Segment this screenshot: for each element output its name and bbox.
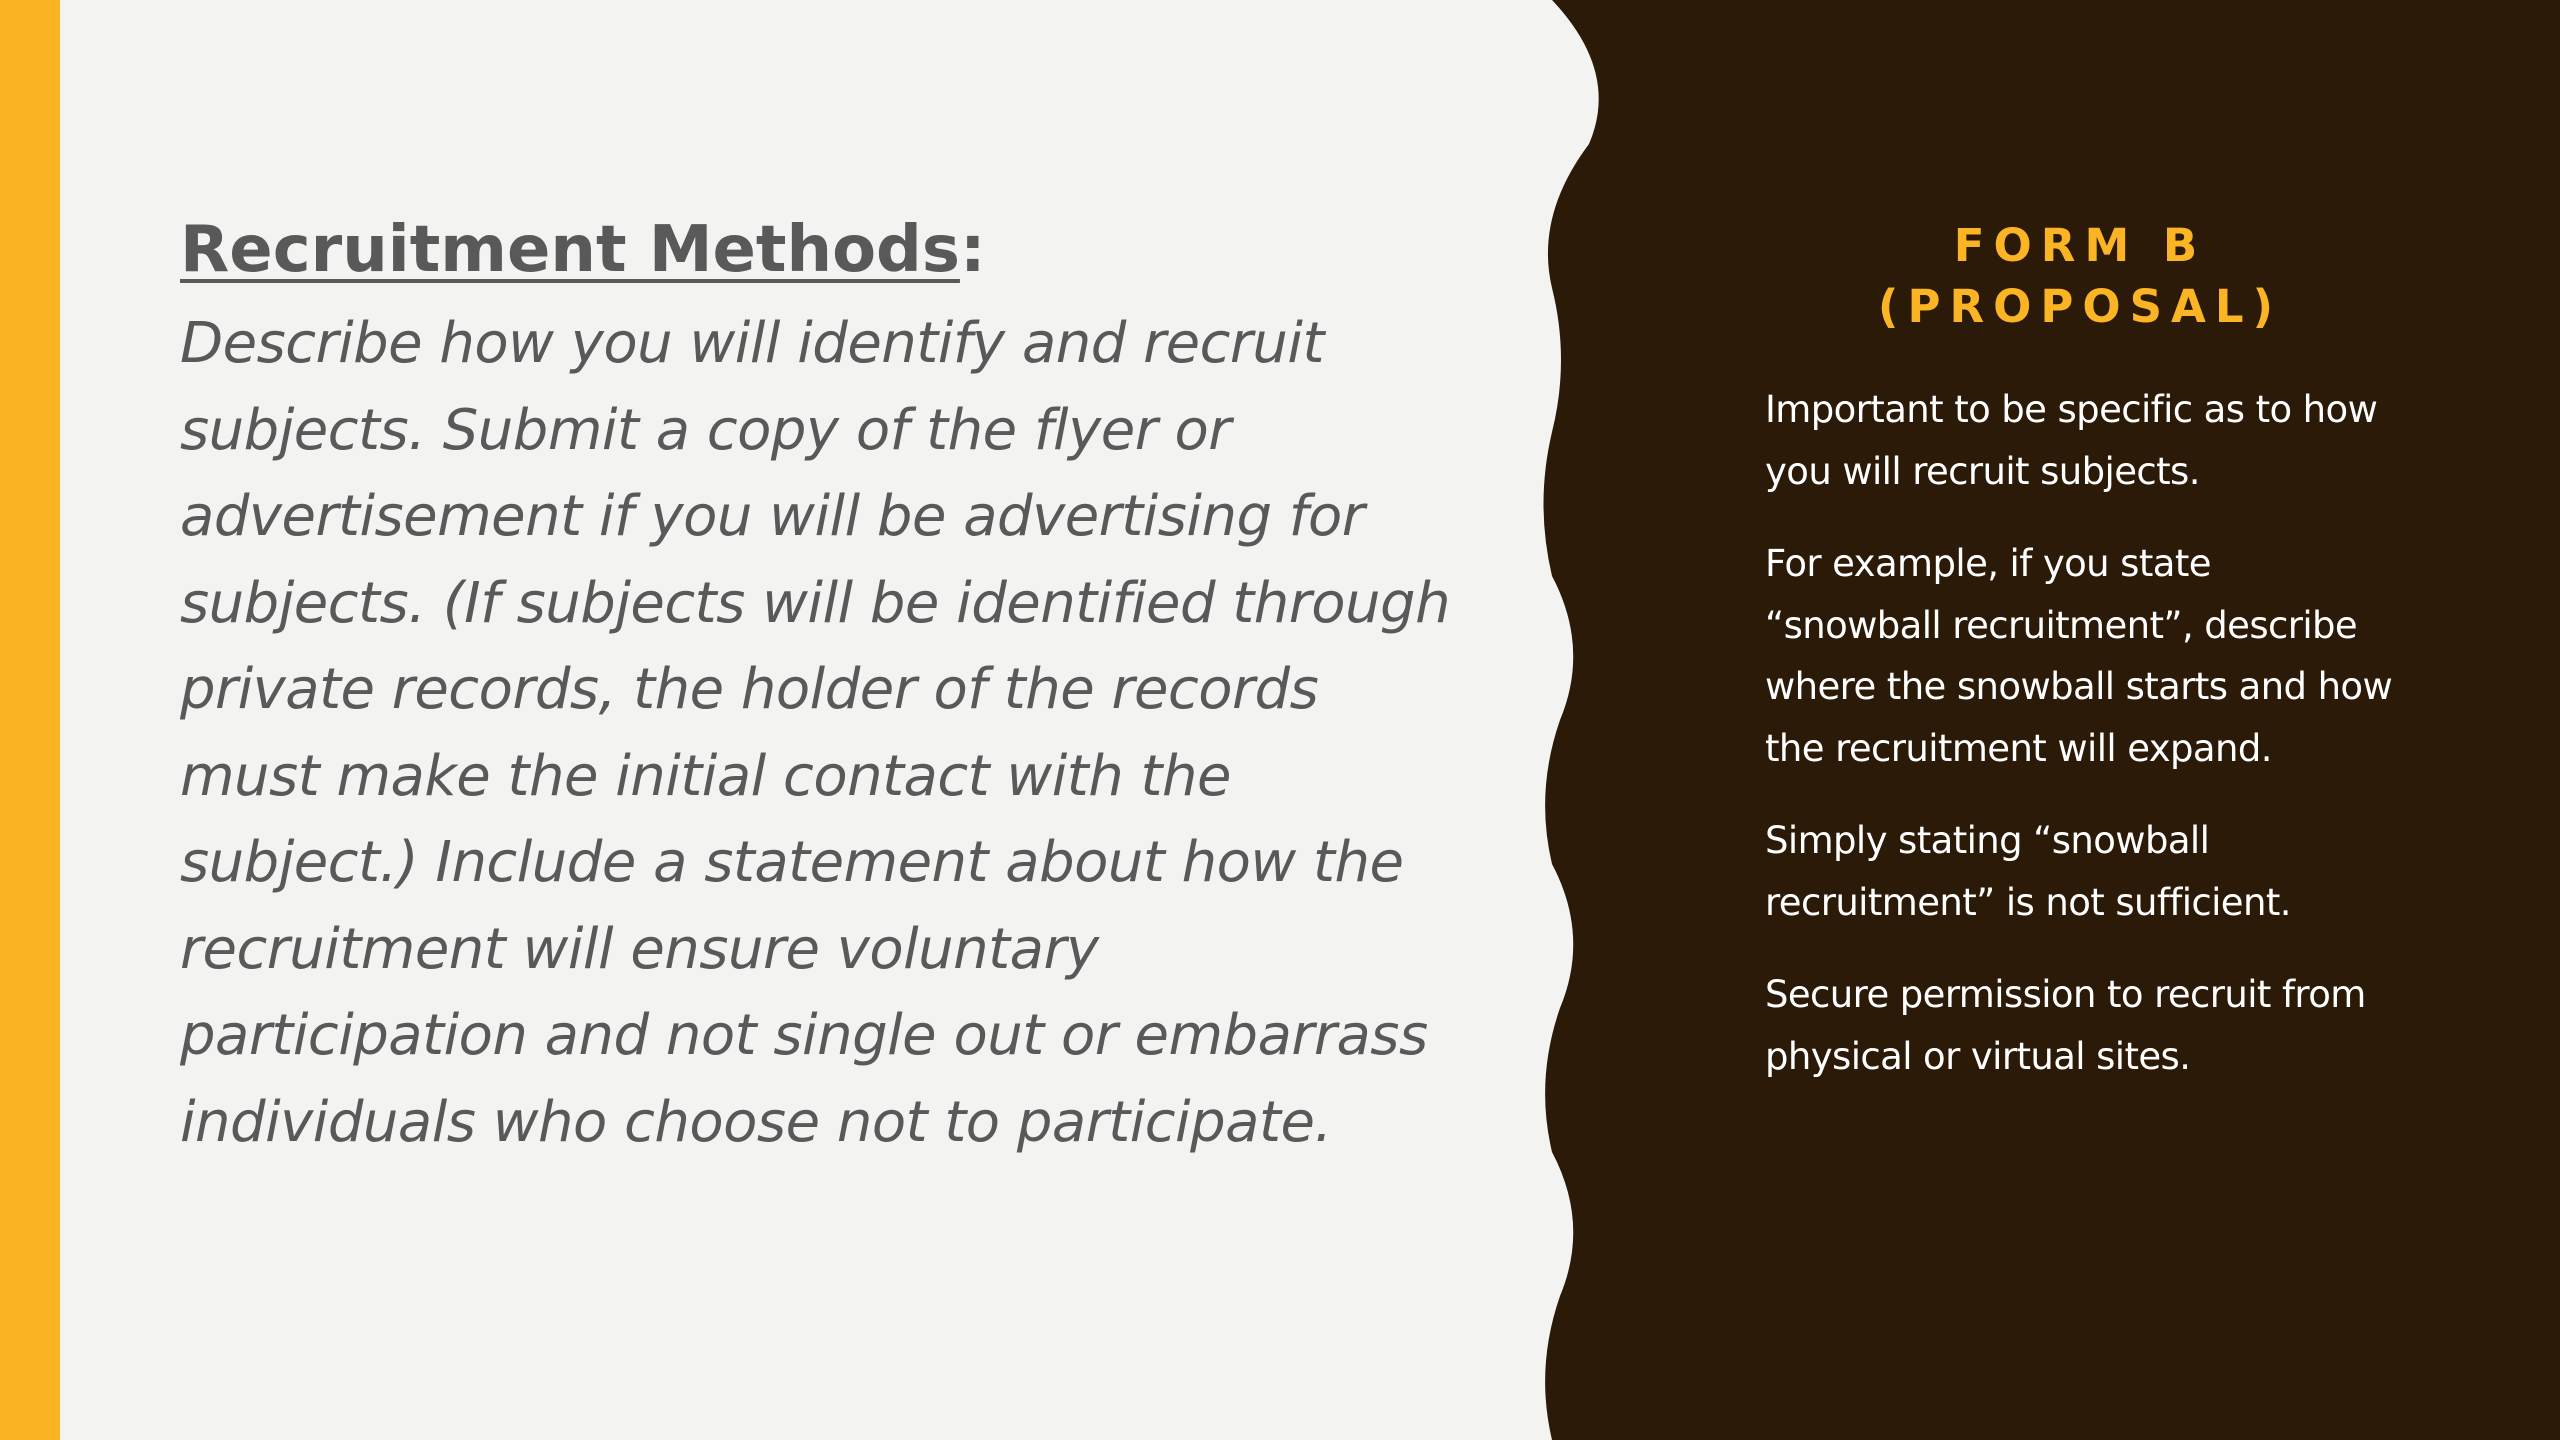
sidebar-paragraph-permission: Secure permission to recruit from physical or virtual sites. (1765, 973, 2366, 1078)
sidebar-title-line2: (PROPOSAL) (1877, 280, 2283, 333)
sidebar-title (1765, 215, 2395, 337)
main-content (180, 205, 1460, 1166)
slide-body-text: Describe how you will identify and recruit subjects. Submit a copy of the flyer or advertisement if you will be advertising for subjects. (If subjects will be identified through private records, the holder of the records must make the initial contact with the subject.) Include a statement about how the recruitment will ensure voluntary participation and not single out or embarrass individuals who choose not to participate. (180, 311, 1451, 1155)
sidebar-title-line1: FORM B (1953, 219, 2207, 272)
sidebar-paragraph-insufficient: Simply stating “snowball recruitment” is not sufficient. (1765, 819, 2291, 924)
slide-heading (180, 205, 1460, 295)
sidebar-paragraph-example: For example, if you state “snowball recruitment”, describe where the snowball starts and how the recruitment will expand. (1765, 542, 2393, 770)
sidebar-paragraph-specific: Important to be specific as to how you will recruit subjects. (1765, 388, 2378, 493)
sidebar (1765, 215, 2395, 1118)
heading-colon: : (959, 213, 986, 287)
heading-text: Recruitment Methods (180, 213, 960, 287)
